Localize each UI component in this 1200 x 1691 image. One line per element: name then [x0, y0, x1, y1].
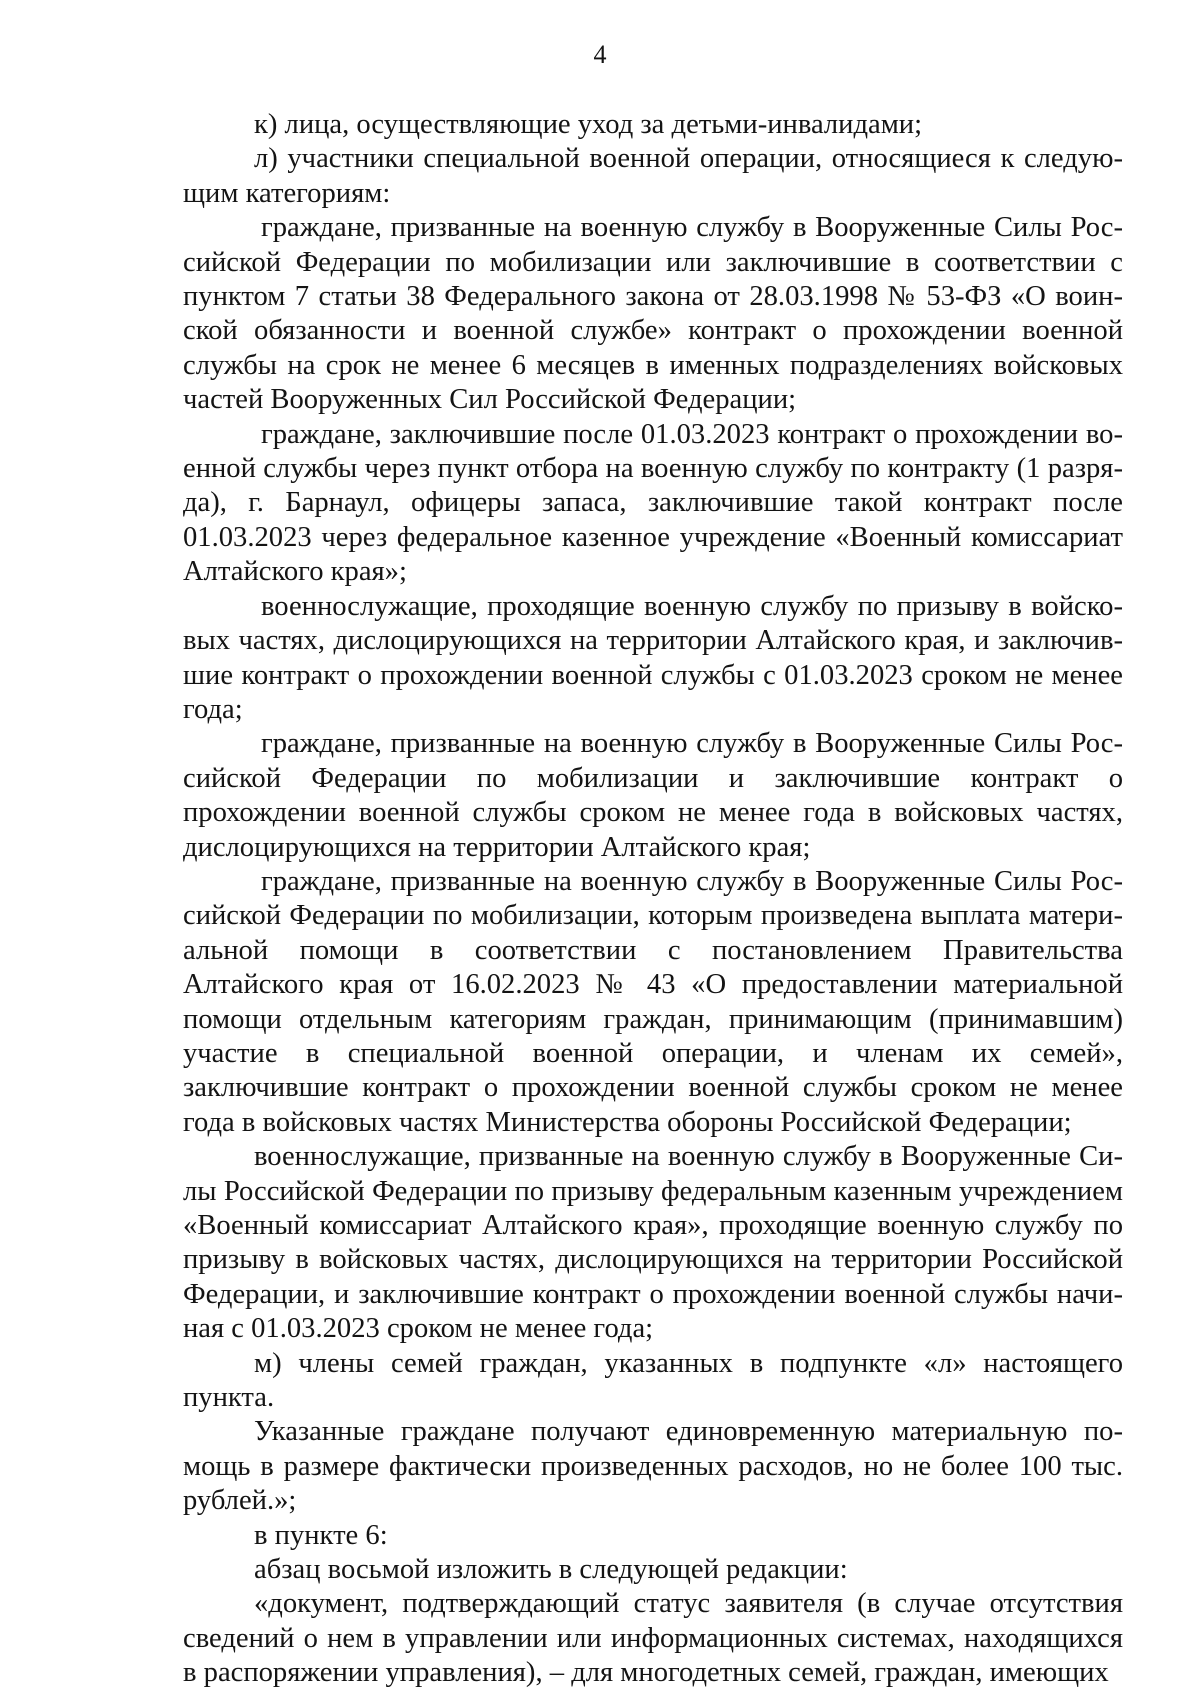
document-body: [183, 108, 1123, 1691]
paragraph-eighth-abstract: абзац восьмой изложить в следующей редакции:: [254, 1554, 848, 1586]
paragraph-document-status: «документ, подтверждающий статус заявителя (в случае отсутствия сведений о нем в управлении или информационных системах, находящихся в распоряжении управления), – для многодетных семей, граждан, имеющих: [183, 1588, 1123, 1689]
paragraph-m: м) члены семей граждан, указанных в подпункте «л» настоящего пункта.: [183, 1347, 1123, 1414]
paragraph-l-conscripts-altai: военнослужащие, проходящие военную службу по призыву в войсковых частях, дислоцирующихся на территории Алтайского края, и заключившие контракт о прохождении военной службы с 01.03.2023 сроком не менее года;: [183, 590, 1123, 725]
paragraph-l-contract-barnaul: граждане, заключившие после 01.03.2023 контракт о прохождении военной службы через пункт отбора на военную службу по контракту (1 разряда), г. Барнаул, офицеры запаса, заключившие такой контракт после 01.03.2023 через федеральное казенное учреждение «Военный комиссариат Алтайского края»;: [183, 418, 1123, 588]
paragraph-clause-6: в пункте 6:: [254, 1519, 388, 1551]
paragraph-l-conscripts-russia: военнослужащие, призванные на военную службу в Вооруженные Силы Российской Федерации по призыву федеральным казенным учреждением «Военный комиссариат Алтайского края», проходящие военную службу по призыву в войсковых частях, дислоцирующихся на территории Российской Федерации, и заключившие контракт о прохождении военной службы начиная с 01.03.2023 сроком не менее года;: [183, 1141, 1123, 1345]
paragraph-aid-amount: Указанные граждане получают единовременную материальную помощь в размере фактически произведенных расходов, но не более 100 тыс. рублей.»;: [183, 1416, 1123, 1517]
paragraph-l-mobilized-aid: граждане, призванные на военную службу в Вооруженные Силы Российской Федерации по мобилизации, которым произведена выплата материальной помощи в соответствии с постановлением Правительства Алтайского края от 16.02.2023 № 43 «О предоставлении материальной помощи отдельным категориям граждан, принимающим (принимавшим) участие в специальной военной операции, и членам их семей», заключившие контракт о прохождении военной службы сроком не менее года в войсковых частях Министерства обороны Российской Федерации;: [183, 865, 1123, 1138]
paragraph-k: к) лица, осуществляющие уход за детьми-инвалидами;: [254, 109, 923, 140]
paragraph-l: л) участники специальной военной операции, относящиеся к следующим категориям:: [183, 143, 1123, 209]
page-number: 4: [593, 40, 607, 69]
paragraph-l-mobilized-altai: граждане, призванные на военную службу в Вооруженные Силы Российской Федерации по мобилизации и заключившие контракт о прохождении военной службы сроком не менее года в войсковых частях, дислоцирующихся на территории Алтайского края;: [183, 728, 1123, 863]
paragraph-l-mobilized: граждане, призванные на военную службу в Вооруженные Силы Российской Федерации по мобилизации или заключившие в соответствии с пунктом 7 статьи 38 Федерального закона от 28.03.1998 № 53-ФЗ «О воинской обязанности и военной службе» контракт о прохождении военной службы на срок не менее 6 месяцев в именных подразделениях войсковых частей Вооруженных Сил Российской Федерации;: [183, 212, 1123, 416]
